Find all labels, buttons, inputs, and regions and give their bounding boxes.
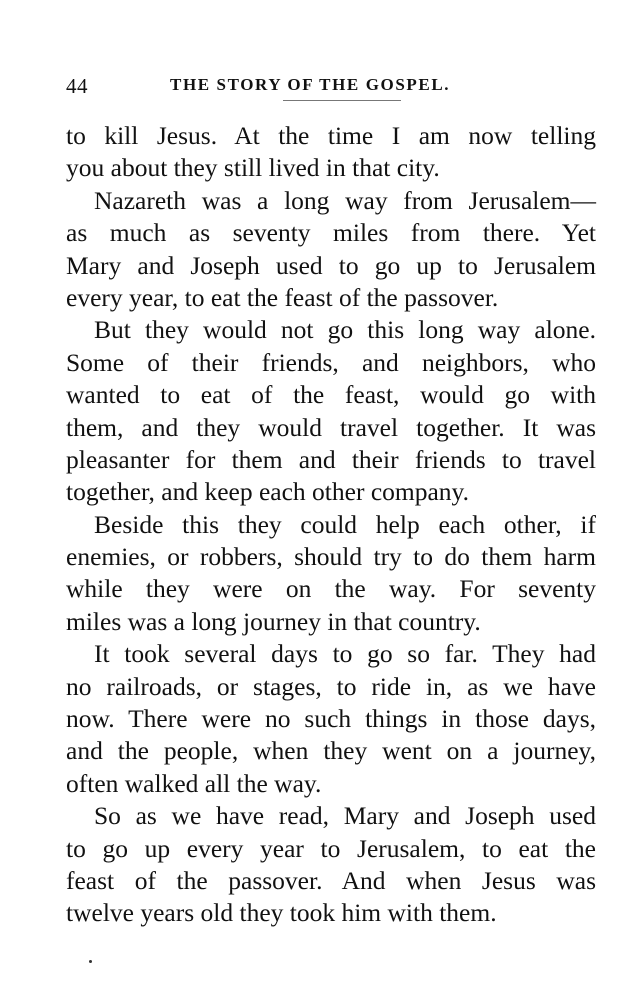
running-head: [66, 74, 596, 100]
text-line: often walked all the way.: [66, 768, 322, 798]
running-title: THE STORY OF THE GOSPEL.: [170, 75, 451, 94]
text-line: while they were on the way. For seventy: [66, 574, 596, 604]
text-line: feast of the passover. And when Jesus was: [66, 865, 596, 895]
text-line: wanted to eat of the feast, would go with: [66, 380, 596, 410]
text-line: twelve years old they took him with them.: [66, 898, 497, 928]
text-line: every year, to eat the feast of the passover.: [66, 282, 499, 312]
text-line: to kill Jesus. At the time I am now telling: [66, 121, 596, 150]
text-line: So as we have read, Mary and Joseph used: [94, 801, 596, 831]
text-line: pleasanter for them and their friends to travel: [66, 444, 596, 474]
text-line: as much as seventy miles from there. Yet: [66, 218, 596, 248]
text-line: Nazareth was a long way from Jerusalem—: [94, 185, 596, 215]
text-line: miles was a long journey in that country.: [66, 606, 481, 636]
header-rule: [283, 100, 401, 101]
text-line: you about they still lived in that city.: [66, 153, 440, 183]
text-line: Some of their friends, and neighbors, who: [66, 347, 596, 377]
text-line: Beside this they could help each other, if: [94, 509, 596, 539]
text-line: But they would not go this long way alone.: [94, 315, 596, 345]
text-line: enemies, or robbers, should try to do them harm: [66, 542, 596, 572]
text-line: It took several days to go so far. They had: [94, 639, 596, 669]
body-text: [66, 120, 596, 930]
text-line: Mary and Joseph used to go up to Jerusalem: [66, 250, 596, 280]
text-line: now. There were no such things in those days,: [66, 704, 596, 734]
text-line: and the people, when they went on a journey,: [66, 736, 596, 766]
text-line: them, and they would travel together. It was: [66, 412, 596, 442]
text-line: no railroads, or stages, to ride in, as we have: [66, 671, 596, 701]
text-line: together, and keep each other company.: [66, 477, 470, 507]
ink-speck: [89, 960, 92, 963]
text-line: to go up every year to Jerusalem, to eat the: [66, 833, 596, 863]
page-number: 44: [66, 74, 88, 98]
